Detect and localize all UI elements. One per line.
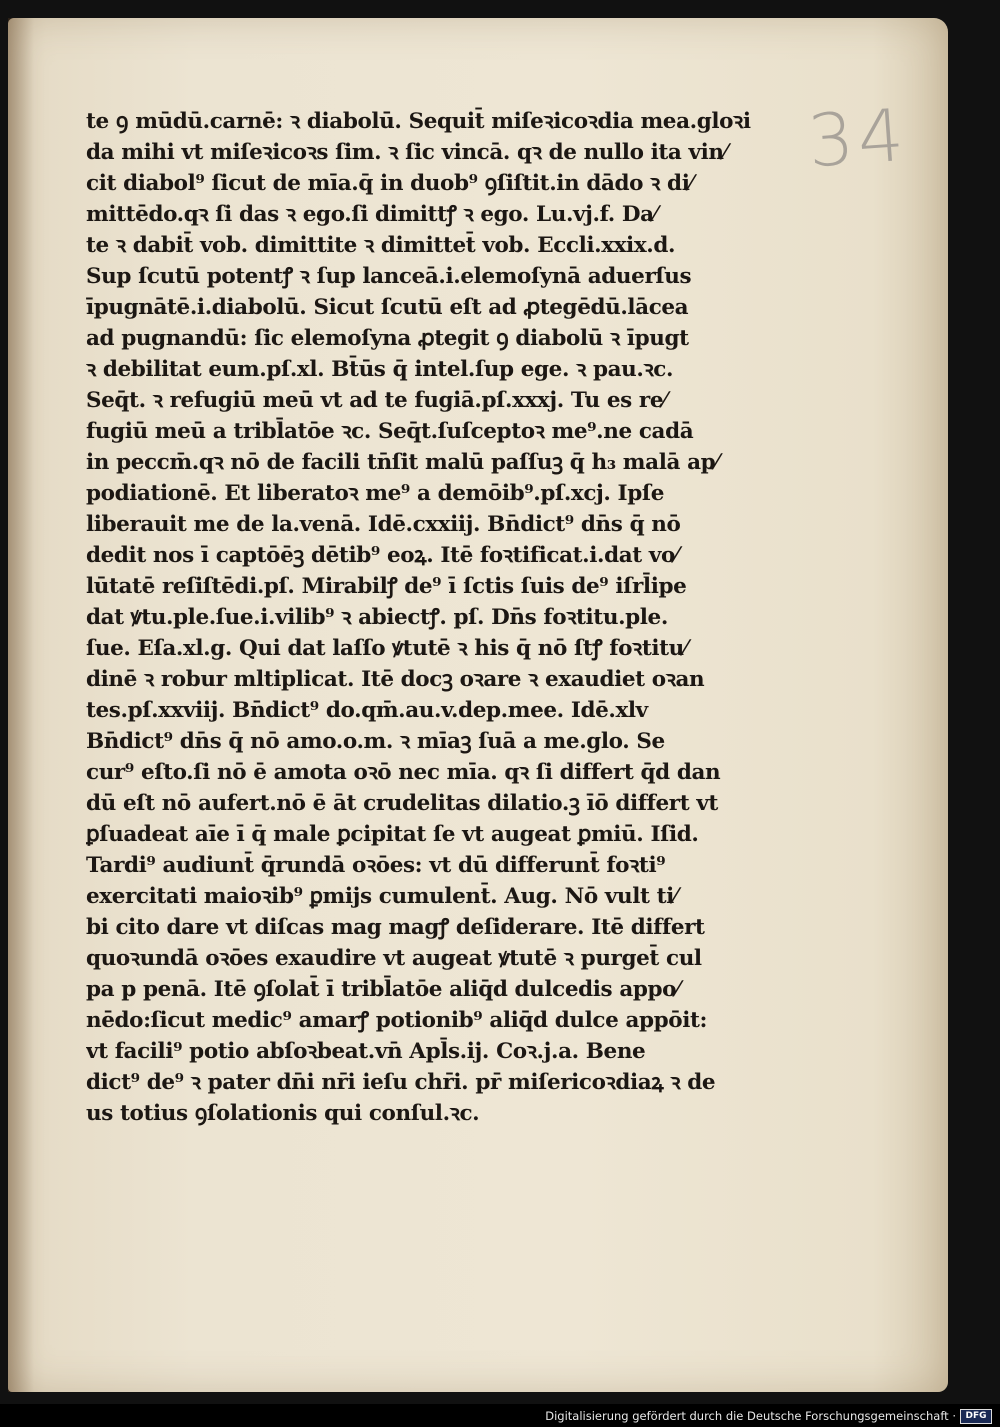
text-line: fugiū meū a tribl̄atōe ꝛc. Seq̄t.ſuſceptoꝛ me⁹.ne cadā — [86, 419, 694, 444]
text-line: te ꝛ dabit̄ vob. dimittite ꝛ dimittet̄ vob. Eccli.xxix.d. — [86, 233, 676, 258]
text-line: podiationē. Et liberatoꝛ me⁹ a demōib⁹.pſ.xcj. Ipſe — [86, 481, 664, 506]
book-page — [8, 18, 948, 1392]
text-line: Sup ſcutū potentꝭ ꝛ ſup lanceā.i.elemoſynā aduerſus — [86, 264, 692, 289]
footer-bar — [0, 1404, 1000, 1427]
text-line: in peccm̄.qꝛ nō de facili tn̄ſit malū paſſuꝫ q̄ h₃ malā ap⁄ — [86, 450, 719, 475]
dfg-logo: DFG — [960, 1409, 992, 1424]
text-line: da mihi vt miſeꝛicoꝛs ſim. ꝛ ſic vincā. qꝛ de nullo ita vin⁄ — [86, 140, 727, 165]
text-line: nēdo:ſicut medic⁹ amarꝭ potionib⁹ aliq̄d dulce appōit: — [86, 1008, 708, 1033]
text-line: ꝑſuadeat aīe ī q̄ male ꝑcipitat ſe vt augeat ꝑmiū. Iſid. — [86, 822, 699, 847]
text-line: mittēdo.qꝛ ſi das ꝛ ego.ſi dimittꝭ ꝛ ego. Lu.vj.f. Da⁄ — [86, 202, 657, 227]
text-line: ꝛ debilitat eum.pſ.xl. Bt̄ūs q̄ intel.ſup ege. ꝛ pau.ꝛc. — [86, 357, 674, 382]
text-line: Seq̄t. ꝛ refugiū meū vt ad te fugiā.pſ.xxxj. Tu es re⁄ — [86, 388, 667, 413]
text-line: dict⁹ de⁹ ꝛ pater dn̄i nr̄i ieſu chr̄i. pr̄ miſericoꝛdiaꝝ ꝛ de — [86, 1070, 716, 1095]
text-line: bi cito dare vt diſcas mag magꝭ deſiderare. Itē differt — [86, 915, 705, 940]
text-line: Tardi⁹ audiunt̄ q̄rundā oꝛōes: vt dū differunt̄ foꝛti⁹ — [86, 853, 666, 878]
text-line: quoꝛundā oꝛōes exaudire vt augeat ꝟtutē ꝛ purget̄ cul — [86, 946, 702, 971]
text-line: cur⁹ eſto.ſi nō ē amota oꝛō nec mīa. qꝛ ſi differt q̄d dan — [86, 760, 721, 785]
text-line: dat ꝟtu.ple.ſue.i.vilib⁹ ꝛ abiectꝭ. pſ. Dn̄s foꝛtitu.ple. — [86, 605, 668, 630]
text-line: ad pugnandū: ſic elemoſyna ꝓtegit ꝯ diabolū ꝛ īpugt — [86, 326, 689, 351]
text-line: dū eſt nō aufert.nō ē āt crudelitas dilatio.ꝫ īō differt vt — [86, 791, 718, 816]
text-line: te ꝯ mūdū.carnē: ꝛ diabolū. Sequit̄ miſeꝛicoꝛdia mea.gloꝛi — [86, 109, 751, 134]
text-line: us totius ꝯſolationis qui conſul.ꝛc. — [86, 1101, 480, 1126]
text-line: ſue. Eſa.xl.g. Qui dat laſſo ꝟtutē ꝛ his q̄ nō ſtꝭ foꝛtitu⁄ — [86, 636, 688, 661]
text-line: īpugnātē.i.diabolū. Sicut ſcutū eſt ad ꝓtegēdū.lācea — [86, 295, 689, 320]
text-block — [86, 106, 766, 1129]
text-line: liberauit me de la.venā. Idē.cxxiij. Bn̄dict⁹ dn̄s q̄ nō — [86, 512, 681, 537]
folio-number: 34 — [805, 92, 911, 184]
text-line: Bn̄dict⁹ dn̄s q̄ nō amo.o.m. ꝛ mīaꝫ ſuā a me.glo. Se — [86, 729, 665, 754]
text-line: tes.pſ.xxviij. Bn̄dict⁹ do.qm̄.au.v.dep.mee. Idē.xlv — [86, 698, 648, 723]
text-line: dedit nos ī captōēꝫ dētib⁹ eoꝝ. Itē foꝛtificat.i.dat vo⁄ — [86, 543, 679, 568]
text-line: lūtatē reſiſtēdi.pſ. Mirabilꝭ de⁹ ī ſctis ſuis de⁹ iſrl̄ipe — [86, 574, 687, 599]
text-line: pa p penā. Itē ꝯſolat̄ ī tribl̄atōe aliq̄d dulcedis appo⁄ — [86, 977, 680, 1002]
text-line: vt facili⁹ potio abſoꝛbeat.vn̄ Apl̄s.ij. Coꝛ.j.a. Bene — [86, 1039, 646, 1064]
text-line: dinē ꝛ robur mltiplicat. Itē docꝫ oꝛare ꝛ exaudiet oꝛan — [86, 667, 705, 692]
funding-credit: Digitalisierung gefördert durch die Deutsche Forschungsgemeinschaft · — [545, 1409, 956, 1423]
text-line: exercitati maioꝛib⁹ ꝑmijs cumulent̄. Aug. Nō vult ti⁄ — [86, 884, 678, 909]
text-line: cit diabol⁹ ſicut de mīa.q̄ in duob⁹ ꝯſiſtit.in dādo ꝛ di⁄ — [86, 171, 693, 196]
